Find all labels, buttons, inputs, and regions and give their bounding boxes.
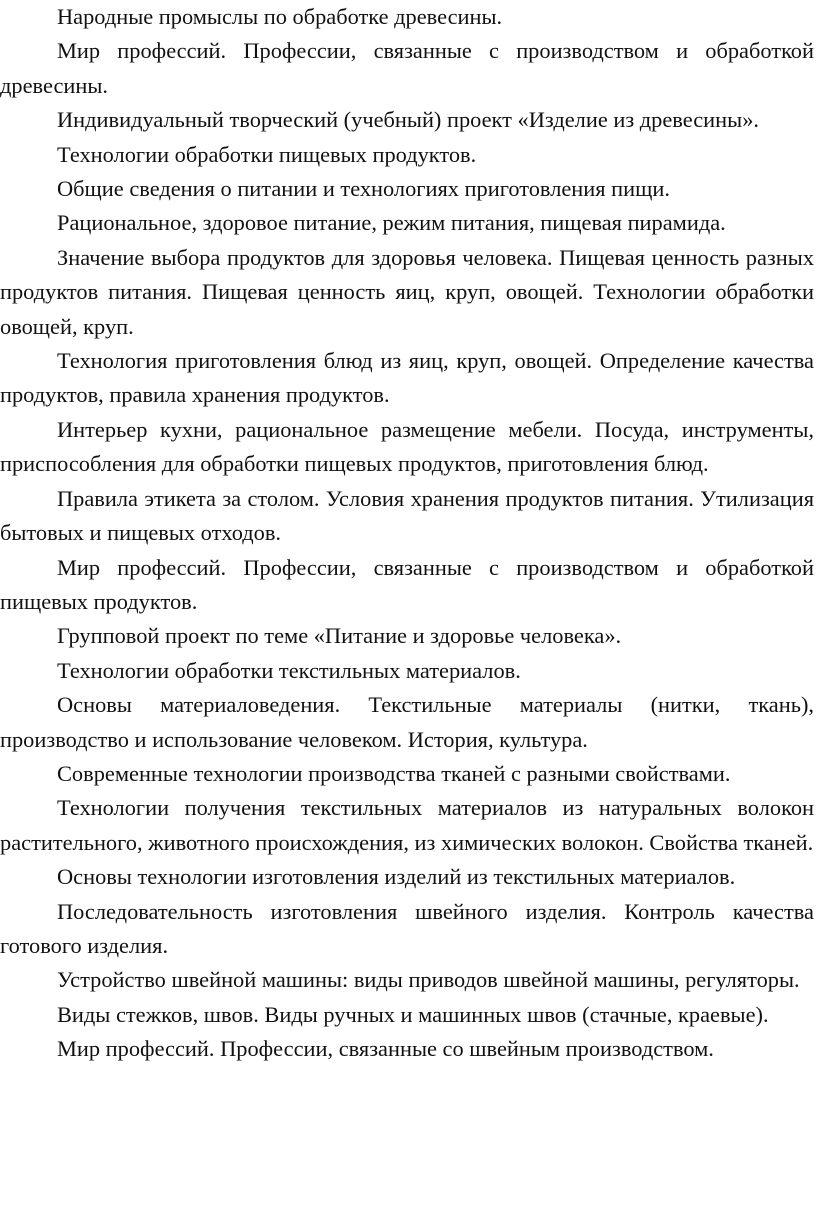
paragraph: Последовательность изготовления швейного изделия. Контроль качества готового изделия. [0,898,814,958]
paragraph: Интерьер кухни, рациональное размещение мебели. Посуда, инструменты, приспособления для обработки пищевых продуктов, приготовления блюд. [0,416,814,477]
paragraph: Технологии получения текстильных материалов из натуральных волокон растительного, животного происхождения, из химических волокон. Свойства тканей. [0,795,814,855]
paragraph: Виды стежков, швов. Виды ручных и машинных швов (стачные, краевые). [57,1001,769,1027]
paragraph: Общие сведения о питании и технологиях приготовления пищи. [57,176,670,202]
paragraph: Технология приготовления блюд из яиц, круп, овощей. Определение качества продуктов, правила хранения продуктов. [0,348,814,408]
paragraph: Мир профессий. Профессии, связанные со швейным производством. [57,1036,714,1062]
paragraph: Народные промыслы по обработке древесины. [57,4,503,29]
paragraph: Мир профессий. Профессии, связанные с производством и обработкой пищевых продуктов. [0,554,814,614]
paragraph: Значение выбора продуктов для здоровья человека. Пищевая ценность разных продуктов питания. Пищевая ценность яиц, круп, овощей. Технологии обработки овощей, круп. [0,244,814,339]
paragraph: Технологии обработки пищевых продуктов. [57,141,477,167]
paragraph: Технологии обработки текстильных материалов. [57,657,521,683]
paragraph: Групповой проект по теме «Питание и здоровье человека». [57,623,622,649]
paragraph: Устройство швейной машины: виды приводов швейной машины, регуляторы. [57,967,800,993]
paragraph: Рациональное, здоровое питание, режим питания, пищевая пирамида. [57,210,726,236]
paragraph: Индивидуальный творческий (учебный) проект «Изделие из древесины». [57,107,759,133]
paragraph: Правила этикета за столом. Условия хранения продуктов питания. Утилизация бытовых и пищевых отходов. [0,485,814,546]
paragraph: Основы технологии изготовления изделий из текстильных материалов. [57,864,736,890]
paragraph: Современные технологии производства тканей с разными свойствами. [57,760,731,786]
paragraph: Основы материаловедения. Текстильные материалы (нитки, ткань), производство и использование человеком. История, культура. [0,692,814,752]
paragraph: Мир профессий. Профессии, связанные с производством и обработкой древесины. [0,38,814,98]
